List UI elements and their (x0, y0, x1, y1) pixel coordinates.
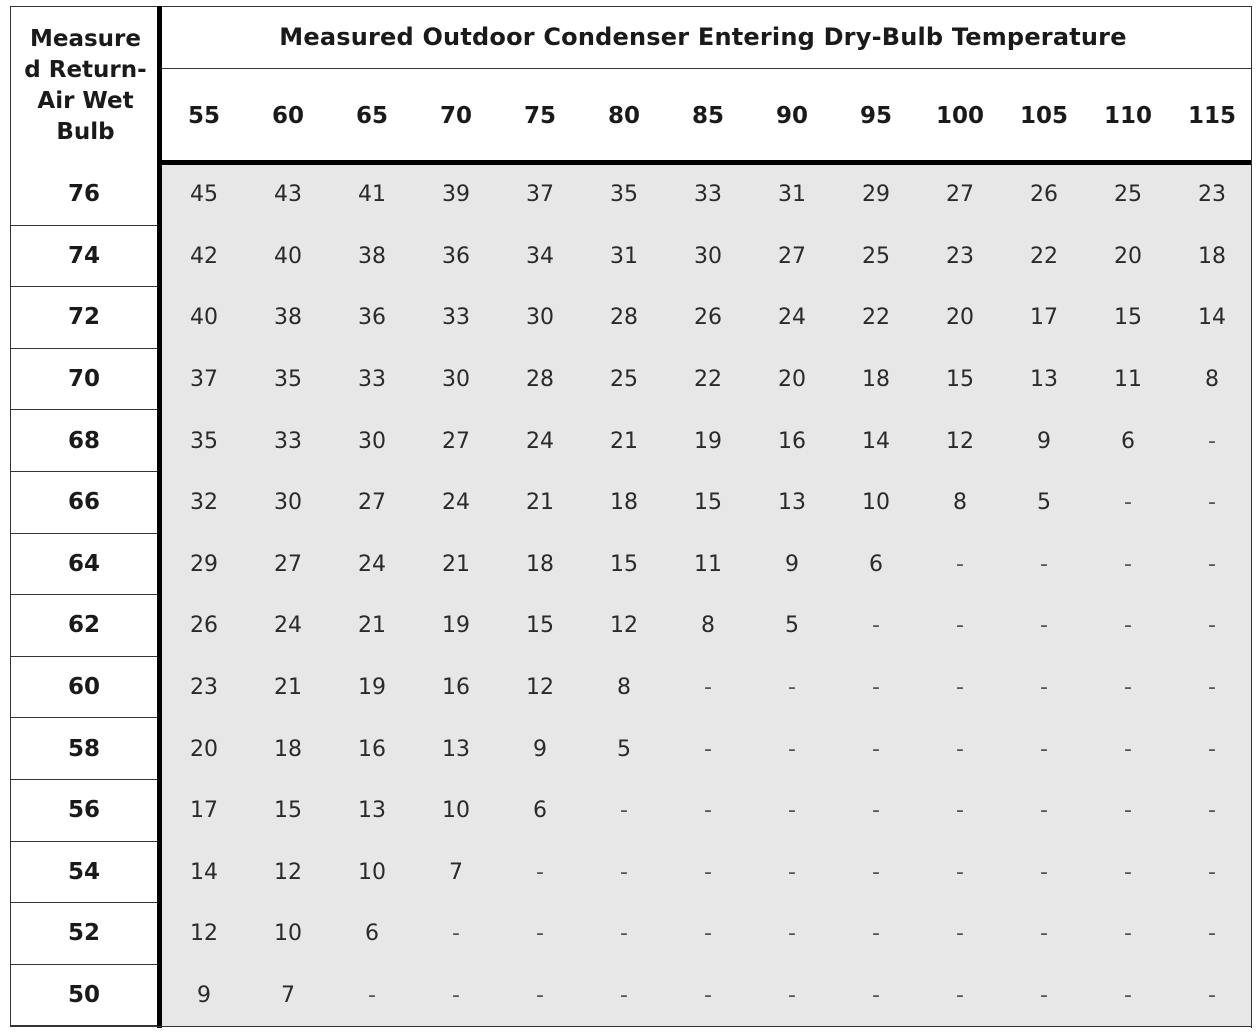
column-header: 85 (691, 103, 724, 129)
table-cell: - (1208, 490, 1216, 516)
table-cell: - (1040, 983, 1048, 1009)
table-cell: 12 (946, 428, 974, 454)
table-cell: 20 (778, 367, 806, 393)
table-cell: 19 (358, 675, 386, 701)
table-cell: 9 (533, 736, 547, 762)
table-cell: - (1124, 490, 1132, 516)
table-cell: - (536, 859, 544, 885)
table-cell: - (788, 983, 796, 1009)
table-cell: 7 (449, 859, 463, 885)
table-cell: - (956, 983, 964, 1009)
table-cell: - (1040, 736, 1048, 762)
table-cell: - (788, 675, 796, 701)
row-header-cell (10, 6, 160, 164)
table-cell: 45 (190, 182, 218, 208)
table-cell: - (956, 551, 964, 577)
table-cell: - (1040, 859, 1048, 885)
row-label: 68 (10, 410, 157, 472)
table-cell: 30 (274, 490, 302, 516)
table-cell: - (1208, 921, 1216, 947)
table-cell: 41 (358, 182, 386, 208)
table-cell: 15 (1114, 305, 1142, 331)
column-header: 95 (859, 103, 892, 129)
table-cell: 14 (862, 428, 890, 454)
table-cell: 33 (274, 428, 302, 454)
table-cell: - (872, 798, 880, 824)
table-cell: - (368, 983, 376, 1009)
data-cells (162, 164, 1252, 1026)
table-cell: 9 (1037, 428, 1051, 454)
table-cell: - (956, 675, 964, 701)
table-cell: 34 (526, 243, 554, 269)
table-cell: 30 (442, 367, 470, 393)
title-rule (162, 68, 1252, 69)
table-cell: 38 (274, 305, 302, 331)
table-cell: 12 (610, 613, 638, 639)
table-cell: - (1124, 983, 1132, 1009)
table-cell: 12 (526, 675, 554, 701)
column-group-title: Measured Outdoor Condenser Entering Dry-Bulb Temperature (279, 23, 1127, 51)
table-cell: 5 (785, 613, 799, 639)
column-header: 105 (1019, 103, 1068, 129)
table-cell: 21 (610, 428, 638, 454)
table-cell: - (452, 983, 460, 1009)
row-label: 70 (10, 349, 157, 411)
table-cell: - (704, 921, 712, 947)
table-cell: 31 (610, 243, 638, 269)
table-cell: 42 (190, 243, 218, 269)
table-cell: 16 (778, 428, 806, 454)
table-cell: - (620, 921, 628, 947)
row-label: 76 (10, 164, 157, 226)
table-cell: 18 (526, 551, 554, 577)
table-cell: - (1040, 613, 1048, 639)
table-cell: 6 (869, 551, 883, 577)
table-cell: 32 (190, 490, 218, 516)
table-cell: 39 (442, 182, 470, 208)
table-cell: 8 (617, 675, 631, 701)
row-label: 54 (10, 842, 157, 904)
table-cell: 40 (274, 243, 302, 269)
table-cell: 15 (526, 613, 554, 639)
table-cell: - (1208, 736, 1216, 762)
table-cell: 11 (694, 551, 722, 577)
table-cell: 21 (274, 675, 302, 701)
table-cell: 35 (274, 367, 302, 393)
table-cell: 8 (1205, 367, 1219, 393)
table-cell: 30 (358, 428, 386, 454)
table-cell: 23 (946, 243, 974, 269)
table-cell: 15 (610, 551, 638, 577)
table-cell: 24 (358, 551, 386, 577)
table-cell: - (1124, 675, 1132, 701)
table-cell: 24 (778, 305, 806, 331)
table-cell: 22 (1030, 243, 1058, 269)
table-cell: - (1208, 983, 1216, 1009)
table-cell: - (1040, 675, 1048, 701)
table-cell: 15 (274, 798, 302, 824)
table-cell: 36 (358, 305, 386, 331)
table-cell: 27 (358, 490, 386, 516)
table-cell: 10 (442, 798, 470, 824)
table-cell: 26 (694, 305, 722, 331)
table-cell: - (872, 921, 880, 947)
table-cell: 20 (190, 736, 218, 762)
table-cell: 10 (358, 859, 386, 885)
table-cell: 15 (694, 490, 722, 516)
table-cell: - (1124, 798, 1132, 824)
table-cell: 29 (190, 551, 218, 577)
temperature-header-row (162, 70, 1252, 162)
table-cell: 33 (694, 182, 722, 208)
table-cell: - (1208, 613, 1216, 639)
table-cell: 13 (442, 736, 470, 762)
table-cell: 8 (701, 613, 715, 639)
row-label: 64 (10, 534, 157, 596)
table-cell: 30 (526, 305, 554, 331)
table-cell: 18 (1198, 243, 1226, 269)
table-cell: - (956, 798, 964, 824)
table-cell: 9 (785, 551, 799, 577)
table-cell: 12 (190, 921, 218, 947)
table-cell: 24 (442, 490, 470, 516)
table-cell: 33 (358, 367, 386, 393)
table-cell: 14 (190, 859, 218, 885)
table-cell: 27 (274, 551, 302, 577)
table-cell: 23 (1198, 182, 1226, 208)
table-cell: 21 (442, 551, 470, 577)
table-cell: 17 (190, 798, 218, 824)
table-cell: 36 (442, 243, 470, 269)
table-cell: - (872, 675, 880, 701)
table-cell: - (1040, 798, 1048, 824)
table-cell: - (704, 675, 712, 701)
table-cell: 21 (526, 490, 554, 516)
table-cell: 23 (190, 675, 218, 701)
table-cell: 38 (358, 243, 386, 269)
table-cell: - (1208, 798, 1216, 824)
table-cell: 37 (526, 182, 554, 208)
row-label: 60 (10, 657, 157, 719)
table-cell: 25 (862, 243, 890, 269)
table-cell: 28 (526, 367, 554, 393)
table-cell: - (956, 859, 964, 885)
table-cell: 30 (694, 243, 722, 269)
table-cell: - (1040, 551, 1048, 577)
table-cell: 21 (358, 613, 386, 639)
table-cell: - (1124, 613, 1132, 639)
table-cell: 27 (442, 428, 470, 454)
table-cell: 13 (1030, 367, 1058, 393)
row-label: 72 (10, 287, 157, 349)
table-cell: 6 (533, 798, 547, 824)
table-cell: 19 (442, 613, 470, 639)
table-cell: - (704, 798, 712, 824)
table-cell: 10 (862, 490, 890, 516)
table-cell: 5 (617, 736, 631, 762)
column-header: 65 (355, 103, 388, 129)
table-cell: - (1124, 859, 1132, 885)
table-cell: 31 (778, 182, 806, 208)
table-cell: 33 (442, 305, 470, 331)
table-cell: 25 (610, 367, 638, 393)
table-cell: 17 (1030, 305, 1058, 331)
table-cell: - (620, 798, 628, 824)
table-cell: 26 (190, 613, 218, 639)
table-cell: 9 (197, 983, 211, 1009)
table-cell: 26 (1030, 182, 1058, 208)
column-header: 80 (607, 103, 640, 129)
table-cell: 6 (1121, 428, 1135, 454)
table-cell: 10 (274, 921, 302, 947)
column-header: 60 (271, 103, 304, 129)
table-cell: - (872, 859, 880, 885)
table-cell: - (704, 736, 712, 762)
table-cell: 37 (190, 367, 218, 393)
table-cell: 13 (358, 798, 386, 824)
table-cell: 16 (358, 736, 386, 762)
table-cell: - (872, 736, 880, 762)
column-header: 100 (935, 103, 984, 129)
column-header: 110 (1103, 103, 1152, 129)
table-cell: - (956, 613, 964, 639)
table-cell: - (1124, 736, 1132, 762)
table-cell: 20 (946, 305, 974, 331)
row-label: 58 (10, 718, 157, 780)
row-label: 62 (10, 595, 157, 657)
row-label: 74 (10, 226, 157, 288)
column-header: 70 (439, 103, 472, 129)
table-cell: - (788, 859, 796, 885)
table-cell: 19 (694, 428, 722, 454)
table-cell: 29 (862, 182, 890, 208)
row-header-label: Measure d Return- Air Wet Bulb (24, 25, 147, 145)
table-cell: 27 (946, 182, 974, 208)
table-cell: - (1124, 921, 1132, 947)
row-label: 66 (10, 472, 157, 534)
table-cell: 18 (862, 367, 890, 393)
table-cell: - (788, 921, 796, 947)
table-cell: 16 (442, 675, 470, 701)
column-header: 75 (523, 103, 556, 129)
table-cell: - (872, 613, 880, 639)
table-cell: - (704, 983, 712, 1009)
table-cell: - (872, 983, 880, 1009)
table-cell: 24 (526, 428, 554, 454)
table-cell: 7 (281, 983, 295, 1009)
table-cell: - (1040, 921, 1048, 947)
table-cell: - (1208, 551, 1216, 577)
table-cell: - (704, 859, 712, 885)
table-cell: 22 (694, 367, 722, 393)
table-cell: 25 (1114, 182, 1142, 208)
table-cell: - (956, 736, 964, 762)
table-cell: 40 (190, 305, 218, 331)
table-cell: - (536, 921, 544, 947)
table-cell: 35 (610, 182, 638, 208)
table-cell: - (1208, 428, 1216, 454)
table-cell: 35 (190, 428, 218, 454)
row-label: 56 (10, 780, 157, 842)
table-cell: - (452, 921, 460, 947)
table-cell: - (1208, 859, 1216, 885)
table-cell: 18 (610, 490, 638, 516)
table-cell: 28 (610, 305, 638, 331)
column-header: 90 (775, 103, 808, 129)
table-cell: - (1208, 675, 1216, 701)
table-cell: 18 (274, 736, 302, 762)
row-label: 50 (10, 965, 157, 1027)
table-cell: - (620, 983, 628, 1009)
table-cell: - (1124, 551, 1132, 577)
table-cell: 22 (862, 305, 890, 331)
column-header: 55 (187, 103, 220, 129)
table-cell: 20 (1114, 243, 1142, 269)
table-cell: - (620, 859, 628, 885)
table-cell: 12 (274, 859, 302, 885)
table-cell: 27 (778, 243, 806, 269)
table-cell: - (536, 983, 544, 1009)
table-cell: - (788, 736, 796, 762)
table-cell: 5 (1037, 490, 1051, 516)
table-cell: - (788, 798, 796, 824)
row-label: 52 (10, 903, 157, 965)
table-cell: - (956, 921, 964, 947)
table-cell: 43 (274, 182, 302, 208)
table-cell: 11 (1114, 367, 1142, 393)
table-cell: 13 (778, 490, 806, 516)
table-cell: 15 (946, 367, 974, 393)
table-cell: 24 (274, 613, 302, 639)
column-header: 115 (1187, 103, 1236, 129)
table-cell: 6 (365, 921, 379, 947)
table-cell: 8 (953, 490, 967, 516)
table-cell: 14 (1198, 305, 1226, 331)
